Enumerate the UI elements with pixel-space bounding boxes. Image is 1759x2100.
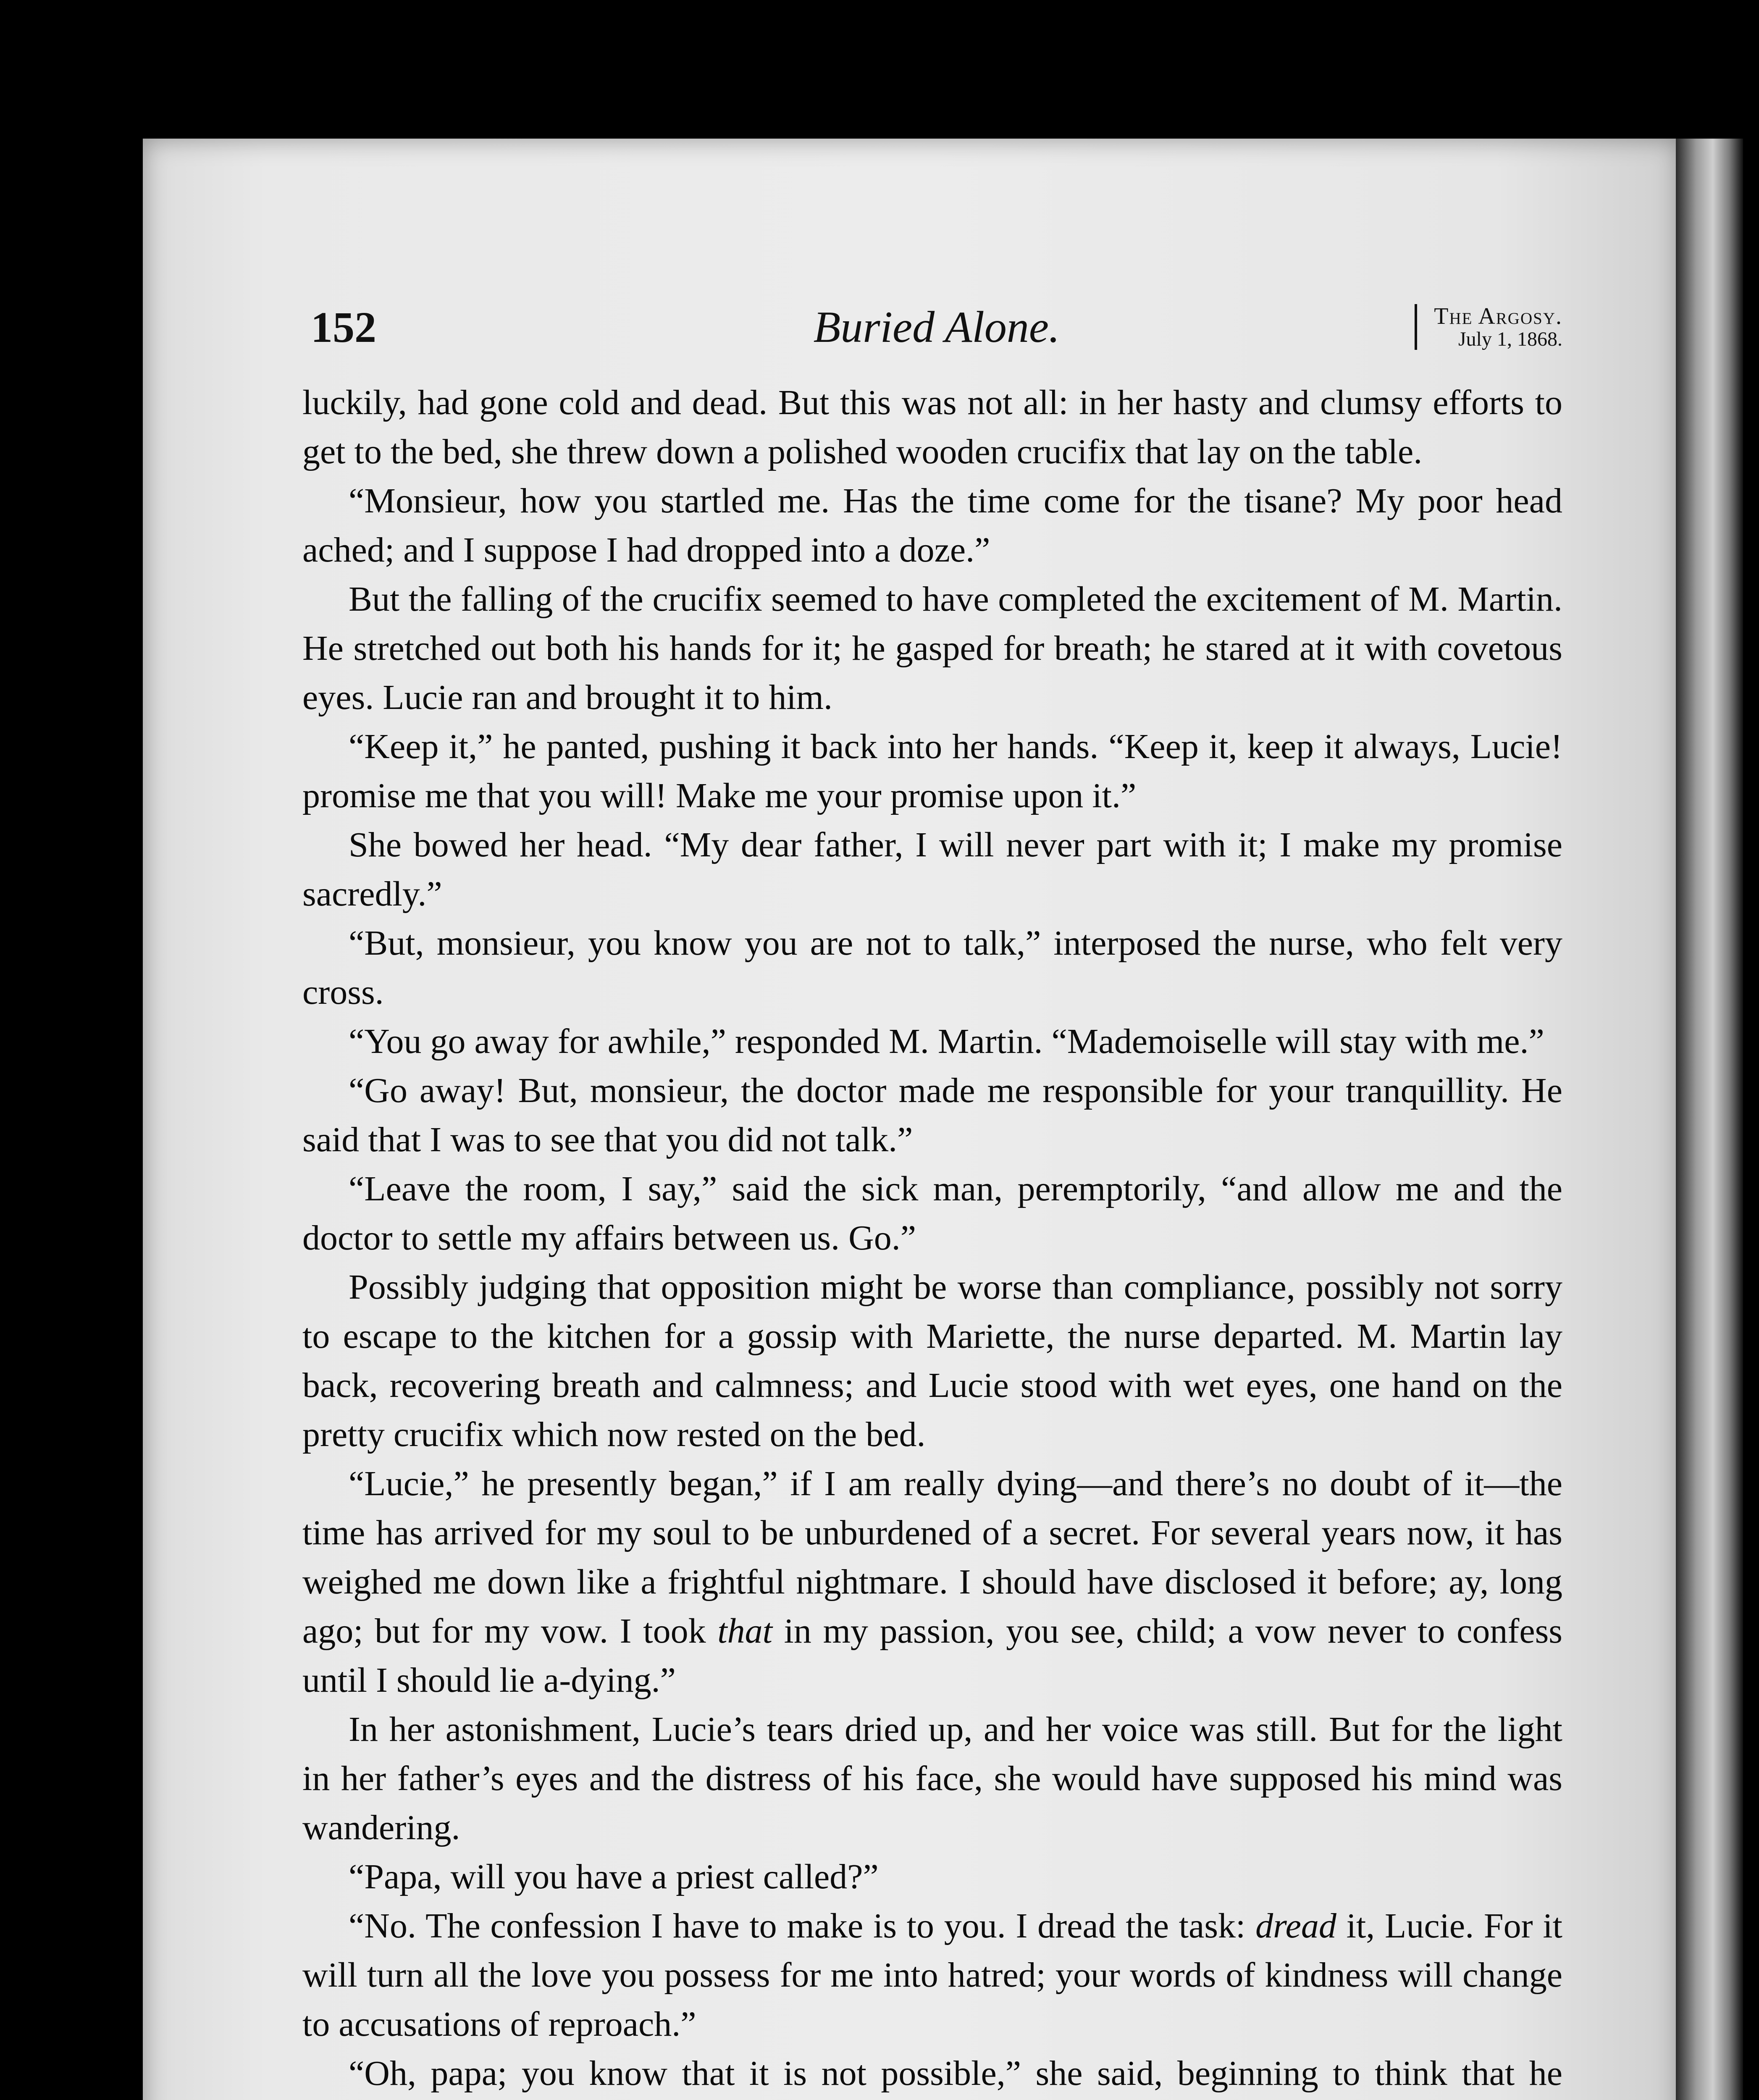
emphasis: dread bbox=[1255, 1906, 1336, 1945]
periodical-name: The Argosy. bbox=[1434, 303, 1562, 329]
paragraph: She bowed her head. “My dear father, I will never part with it; I make my promise sacredly.” bbox=[302, 825, 1562, 914]
paragraph: “You go away for awhile,” responded M. Martin. “Mademoiselle will stay with me.” bbox=[349, 1022, 1544, 1061]
paragraph: “Papa, will you have a priest called?” bbox=[349, 1857, 879, 1896]
paragraph: “Lucie,” he presently began,” if I am really dying—and there’s no doubt of it—the time has arrived for my soul to be unburdened of a secret. For several years now, it has weighed me down like a frightful nightmare. I should have disclosed it before; ay, long ago; but for my vow. I took that in my passion, you see, child; a vow never to confess until I should lie a-dying.” bbox=[302, 1464, 1562, 1700]
page-header bbox=[311, 294, 1562, 357]
paragraph: “Monsieur, how you startled me. Has the time come for the tisane? My poor head ached; and I suppose I had dropped into a doze.” bbox=[302, 481, 1562, 570]
paragraph: “Keep it,” he panted, pushing it back into her hands. “Keep it, keep it always, Lucie! promise me that you will! Make me your promise upon it.” bbox=[302, 727, 1562, 815]
page-number: 152 bbox=[311, 303, 376, 352]
periodical-reference bbox=[1415, 304, 1562, 350]
paragraph: “No. The confession I have to make is to you. I dread the task: dread it, Lucie. For it will turn all the love you possess for me into hatred; your words of kindness will change to accusations of reproach.” bbox=[302, 1906, 1562, 2044]
body-text bbox=[302, 378, 1562, 2100]
paragraph: “But, monsieur, you know you are not to talk,” interposed the nurse, who felt very cross. bbox=[302, 924, 1562, 1012]
paragraph: “Leave the room, I say,” said the sick man, peremptorily, “and allow me and the doctor to settle my affairs between us. Go.” bbox=[302, 1169, 1562, 1257]
periodical-date: July 1, 1868. bbox=[1458, 328, 1562, 350]
running-title: Buried Alone. bbox=[813, 302, 1060, 352]
emphasis: that bbox=[717, 1612, 772, 1651]
paragraph: “Go away! But, monsieur, the doctor made me responsible for your tranquillity. He said that I was to see that you did not talk.” bbox=[302, 1071, 1562, 1159]
paragraph: “Oh, papa; you know that it is not possible,” she said, beginning to think that he bbox=[349, 2054, 1562, 2093]
paragraph: luckily, had gone cold and dead. But this was not all: in her hasty and clumsy efforts to get to the bed, she threw down a polished wooden crucifix that lay on the table. bbox=[302, 383, 1562, 471]
page-edge-gutter bbox=[1676, 139, 1743, 2100]
paragraph: Possibly judging that opposition might be worse than compliance, possibly not sorry to escape to the kitchen for a gossip with Mariette, the nurse departed. M. Martin lay back, recovering breath and calmness; and Lucie stood with wet eyes, one hand on the pretty crucifix which now rested on the bed. bbox=[302, 1268, 1562, 1454]
paragraph: In her astonishment, Lucie’s tears dried up, and her voice was still. But for the light in her father’s eyes and the distress of his face, she would have supposed his mind was wandering. bbox=[302, 1710, 1562, 1847]
paragraph: But the falling of the crucifix seemed to have completed the excitement of M. Martin. He stretched out both his hands for it; he gasped for breath; he stared at it with covetous eyes. Lucie ran and brought it to him. bbox=[302, 580, 1562, 717]
